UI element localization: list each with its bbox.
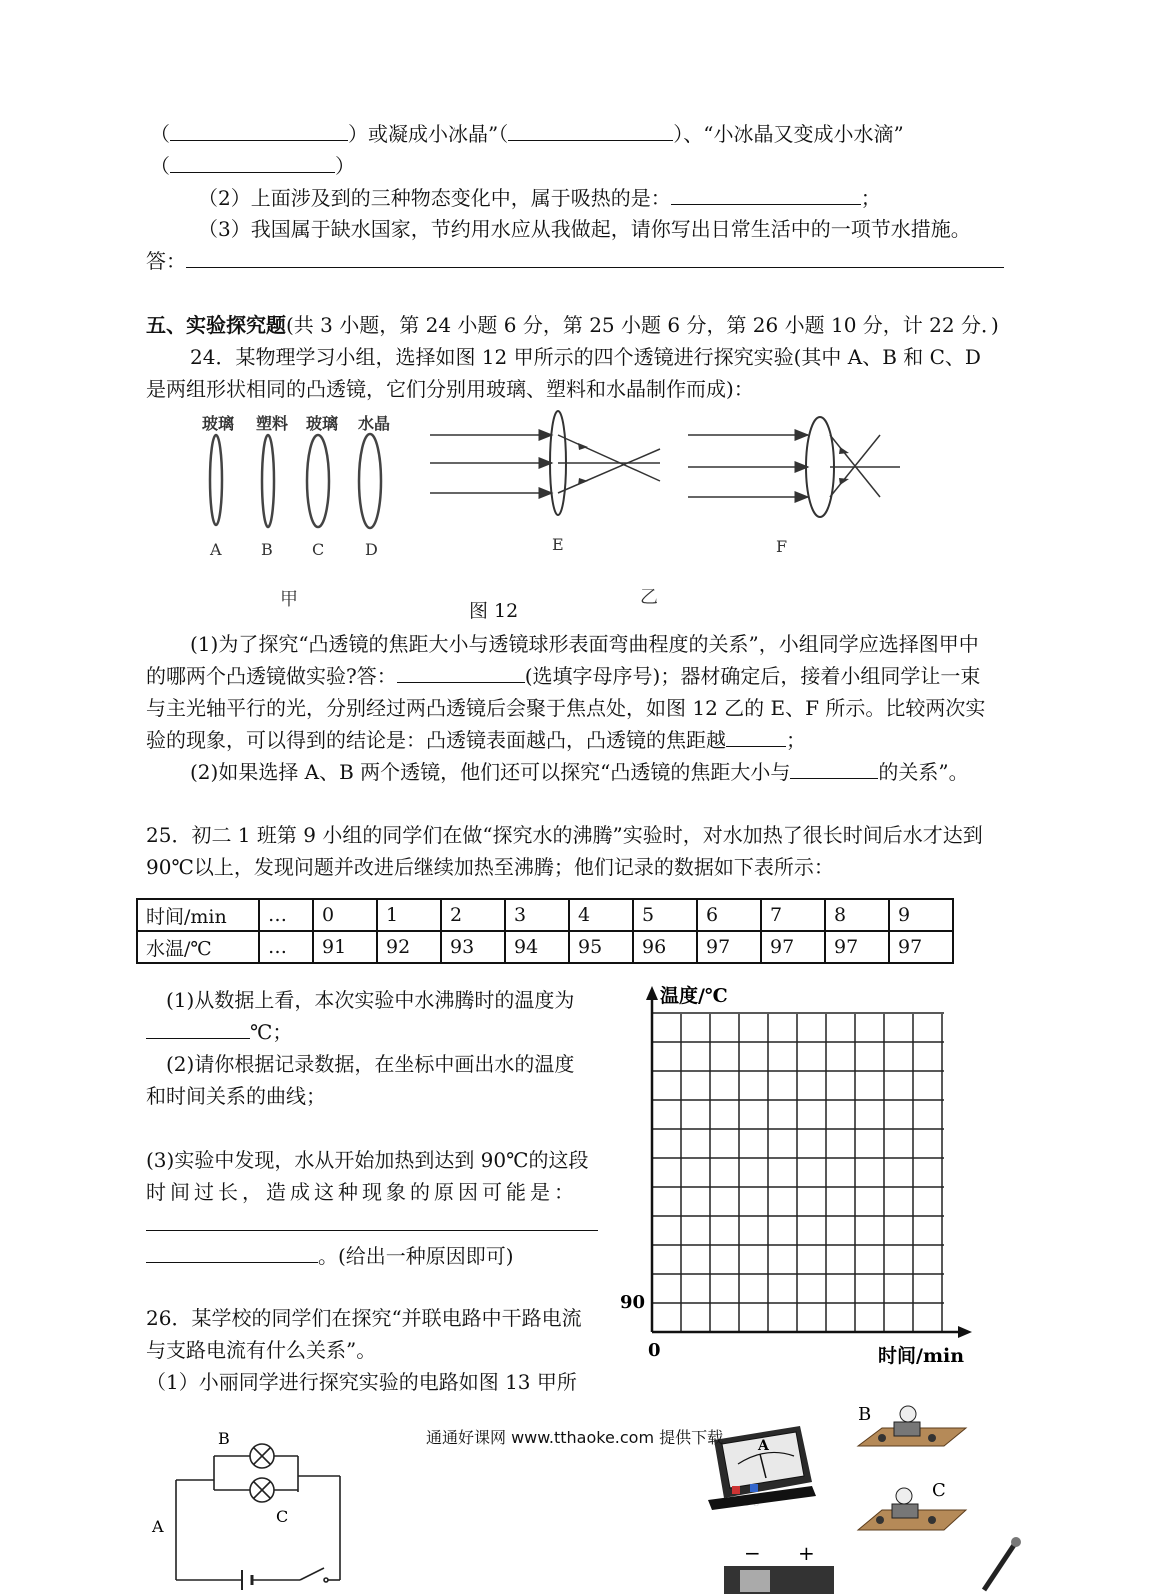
q25-s3a: (3)实验中发现，水从开始加热到达到 90℃的这段 (146, 1148, 589, 1172)
q23-line1: （ ）或凝成小冰晶”（ ）、“小冰晶又变成小水滴” (150, 122, 904, 146)
q23-line2: （ ） (150, 154, 355, 178)
lens-d (359, 434, 381, 528)
answer-blank[interactable] (146, 1242, 318, 1263)
label-jia: 甲 (280, 589, 298, 610)
battery-minus: − (744, 1541, 761, 1565)
battery-illustration (720, 1540, 840, 1595)
table-cell: 92 (377, 931, 441, 963)
q25-s3c: 。(给出一种原因即可) (146, 1242, 514, 1270)
table-cell: 97 (825, 931, 889, 963)
battery-plus: + (798, 1541, 815, 1565)
answer-blank[interactable] (146, 1210, 598, 1231)
label-yi: 乙 (640, 587, 658, 608)
table-row (137, 931, 953, 963)
q25-s1b: ℃； (146, 1018, 292, 1046)
lens-b (262, 435, 274, 527)
table-cell: 3 (505, 899, 569, 931)
circuit-label-a: A (152, 1517, 164, 1536)
table-cell: 94 (505, 931, 569, 963)
table-cell: 91 (313, 931, 377, 963)
table-cell: 96 (633, 931, 697, 963)
y-axis-label: 温度/℃ (660, 985, 728, 1007)
row-header: 水温/℃ (137, 931, 259, 963)
q25-s2a: (2)请你根据记录数据，在坐标中画出水的温度 (166, 1052, 575, 1076)
circuit-label-c: C (276, 1507, 289, 1526)
table-cell: 8 (825, 899, 889, 931)
figure-12 (140, 405, 1020, 625)
lens-a (210, 435, 222, 525)
q25-stem-2: 90℃以上，发现问题并改进后继续加热至沸腾；他们记录的数据如下表所示： (146, 855, 834, 879)
q24-p2: (2)如果选择 A、B 两个透镜，他们还可以探究“凸透镜的焦距大小与 的关系”。 (190, 760, 969, 784)
circuit-label-b: B (218, 1429, 230, 1448)
answer-blank[interactable] (397, 662, 525, 683)
q24-p1-l1: (1)为了探究“凸透镜的焦距大小与透镜球形表面弯曲程度的关系”，小组同学应选择图甲中 (190, 632, 979, 656)
footer-watermark: 通通好课网 www.tthaoke.com 提供下载 (426, 1428, 724, 1447)
ammeter-symbol: A (758, 1438, 769, 1454)
table-cell: 97 (761, 931, 825, 963)
material-label: 玻璃 (202, 414, 235, 433)
section-title: 五、实验探究题 (146, 313, 286, 337)
q24-stem-2: 是两组形状相同的凸透镜，它们分别用玻璃、塑料和水晶制作而成)： (146, 377, 754, 401)
x-axis-arrow (958, 1326, 972, 1338)
photo-label-c: C (932, 1480, 946, 1501)
origin-label: 0 (648, 1340, 661, 1361)
table-cell: 95 (569, 931, 633, 963)
q24-p1-l2: 的哪两个凸透镜做实验?答： (选填字母序号)；器材确定后，接着小组同学让一束 (146, 664, 981, 688)
table-cell: … (259, 899, 313, 931)
material-label: 玻璃 (306, 414, 339, 433)
answer-blank[interactable] (726, 726, 786, 747)
switch-illustration (972, 1530, 1032, 1595)
table-row (137, 899, 953, 931)
lens-letter: D (365, 540, 378, 559)
table-cell: 9 (889, 899, 953, 931)
photo-label-b: B (858, 1404, 872, 1425)
section-heading (146, 311, 999, 339)
q25-s3-line (146, 1210, 598, 1238)
lens-letter: B (261, 540, 273, 559)
material-label: 塑料 (256, 414, 289, 433)
graph-grid (652, 1013, 944, 1332)
table-cell: 5 (633, 899, 697, 931)
table-cell: … (259, 931, 313, 963)
circuit-diagram (140, 1420, 370, 1595)
answer-blank[interactable] (170, 152, 335, 173)
q25-s2b: 和时间关系的曲线； (146, 1084, 326, 1108)
q26-stem-2: 与支路电流有什么关系”。 (146, 1338, 377, 1362)
q23-sub2: （2）上面涉及到的三种物态变化中，属于吸热的是： ； (198, 186, 881, 210)
table-cell: 97 (697, 931, 761, 963)
diagram-f (688, 417, 900, 556)
table-cell: 93 (441, 931, 505, 963)
y-tick-90: 90 (620, 1292, 646, 1313)
answer-blank[interactable] (146, 1018, 250, 1039)
q23-sub3: （3）我国属于缺水国家，节约用水应从我做起，请你写出日常生活中的一项节水措施。 (198, 217, 971, 241)
bulb-b-illustration (852, 1402, 972, 1462)
figure-caption: 图 12 (469, 600, 519, 622)
table-cell: 7 (761, 899, 825, 931)
row-header: 时间/min (137, 899, 259, 931)
label-e: E (552, 535, 564, 554)
answer-blank[interactable] (671, 184, 861, 205)
q25-s3b: 时间过长，造成这种现象的原因可能是： (146, 1180, 578, 1204)
section-note: (共 3 小题，第 24 小题 6 分，第 25 小题 6 分，第 26 小题 10 分，计 22 分．) (286, 313, 999, 337)
q23-answer: 答： (146, 247, 1004, 275)
table-cell: 2 (441, 899, 505, 931)
q24-p1-l4: 验的现象，可以得到的结论是：凸透镜表面越凸，凸透镜的焦距越 ； (146, 728, 806, 752)
table-cell: 6 (697, 899, 761, 931)
q26-stem-1: 26．某学校的同学们在探究“并联电路中干路电流 (146, 1306, 582, 1330)
q25-s1a: (1)从数据上看，本次实验中水沸腾时的温度为 (166, 988, 575, 1012)
lens-letter: C (312, 540, 325, 559)
temperature-time-graph[interactable] (612, 980, 982, 1370)
table-cell: 97 (889, 931, 953, 963)
q26-stem-3: （1）小丽同学进行探究实验的电路如图 13 甲所 (146, 1370, 577, 1394)
lens-letter: A (210, 540, 222, 559)
table-cell: 4 (569, 899, 633, 931)
answer-blank[interactable] (790, 758, 878, 779)
lens-c (307, 435, 329, 527)
x-axis-label: 时间/min (878, 1345, 965, 1367)
table-cell: 1 (377, 899, 441, 931)
table-cell: 0 (313, 899, 377, 931)
ammeter-illustration (708, 1420, 818, 1510)
answer-blank[interactable] (508, 120, 673, 141)
answer-blank[interactable] (186, 247, 1004, 268)
q25-stem-1: 25．初二 1 班第 9 小组的同学们在做“探究水的沸腾”实验时，对水加热了很长时间后水才达到 (146, 823, 983, 847)
bulb-c-illustration (852, 1478, 972, 1540)
material-label: 水晶 (358, 414, 391, 433)
y-axis-arrow (646, 986, 658, 1000)
q24-stem-1: 24．某物理学习小组，选择如图 12 甲所示的四个透镜进行探究实验(其中 A、B 和 C、D (190, 345, 981, 369)
data-table (136, 898, 954, 964)
diagram-e (430, 411, 660, 554)
q24-p1-l3: 与主光轴平行的光，分别经过两凸透镜后会聚于焦点处，如图 12 乙的 E、F 所示。比较两次实 (146, 696, 986, 720)
label-f: F (776, 537, 788, 556)
answer-blank[interactable] (170, 120, 348, 141)
